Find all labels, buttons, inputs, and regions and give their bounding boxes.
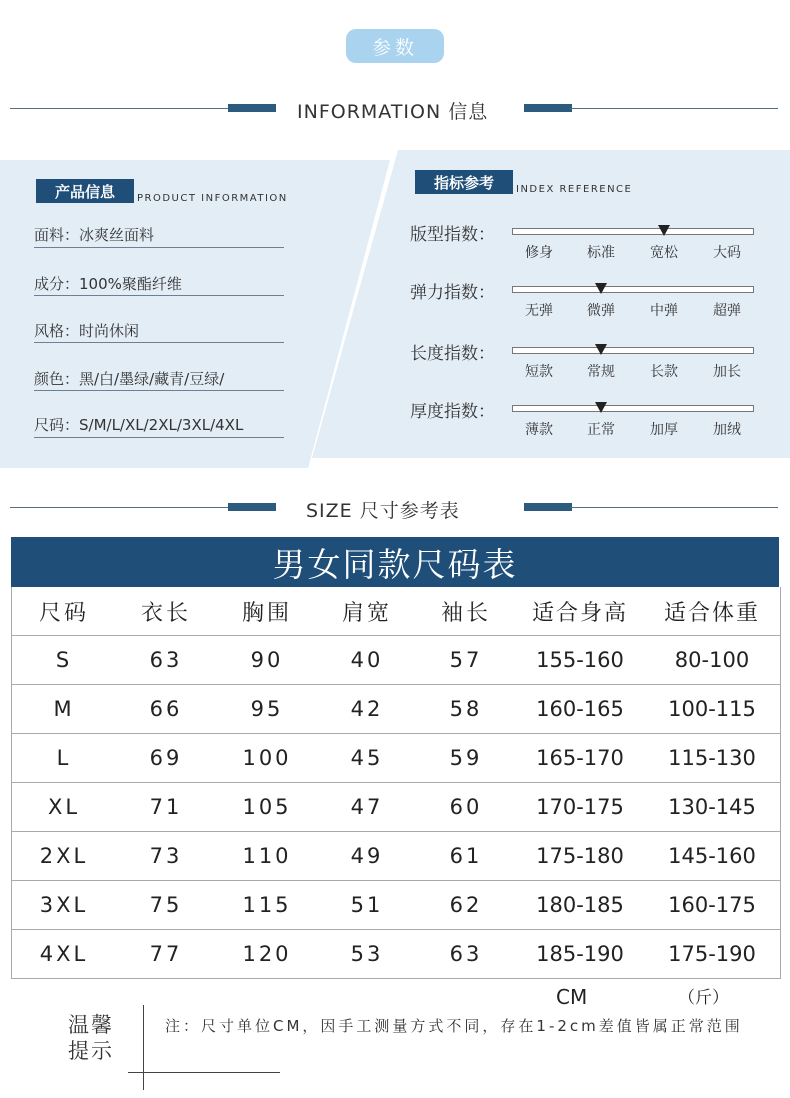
table-cell: 53 xyxy=(350,942,384,966)
table-cell: 73 xyxy=(149,844,183,868)
table-row xyxy=(12,636,780,685)
table-cell: L xyxy=(56,746,72,770)
index-option: 加长 xyxy=(713,364,741,380)
size-table-title: 男女同款尺码表 xyxy=(11,537,779,587)
tips-divider-vertical xyxy=(143,1005,144,1090)
table-cell: 66 xyxy=(149,697,183,721)
index-option: 大码 xyxy=(713,245,741,261)
table-cell: 2XL xyxy=(39,844,89,868)
product-fabric-line xyxy=(34,247,284,248)
size-table xyxy=(11,587,781,979)
tips-divider-horizontal xyxy=(128,1072,280,1073)
product-sizes-line xyxy=(34,437,284,438)
table-cell: 61 xyxy=(449,844,483,868)
table-cell: 175-180 xyxy=(536,844,624,868)
table-cell: 110 xyxy=(242,844,292,868)
index-option: 常规 xyxy=(587,364,615,380)
table-cell: 42 xyxy=(350,697,384,721)
index-option: 中弹 xyxy=(650,303,678,319)
table-cell: 62 xyxy=(449,893,483,917)
size-header-block-left xyxy=(228,503,276,511)
product-info-tag: 产品信息 xyxy=(36,179,134,203)
table-cell: 115-130 xyxy=(668,746,756,770)
size-header-line-left xyxy=(10,507,230,508)
index-option: 加绒 xyxy=(713,422,741,438)
header-sleeve: 袖长 xyxy=(440,600,491,626)
index-option: 修身 xyxy=(525,245,553,261)
product-style: 风格：时尚休闲 xyxy=(34,322,140,340)
table-cell: 100 xyxy=(242,746,292,770)
table-cell: 105 xyxy=(242,795,292,819)
product-sizes: 尺码：S/M/L/XL/2XL/3XL/4XL xyxy=(34,416,244,434)
product-colors: 颜色：黑/白/墨绿/藏青/豆绿/ xyxy=(34,370,225,388)
product-style-line xyxy=(34,342,284,343)
size-table-header-row xyxy=(12,587,780,636)
table-cell: 63 xyxy=(449,942,483,966)
table-cell: S xyxy=(55,648,73,672)
index-option: 短款 xyxy=(525,364,553,380)
table-cell: 160-175 xyxy=(668,893,756,917)
info-header-block-left xyxy=(228,104,276,112)
index-label: 弹力指数： xyxy=(410,283,495,303)
product-composition-line xyxy=(34,295,284,296)
tips-text: 注：尺寸单位CM，因手工测量方式不同，存在1-2cm差值皆属正常范围 xyxy=(165,1017,743,1035)
header-length: 衣长 xyxy=(140,600,191,626)
product-composition: 成分：100%聚酯纤维 xyxy=(34,275,182,293)
table-cell: 69 xyxy=(149,746,183,770)
size-header-line-right xyxy=(570,507,778,508)
info-header-block-right xyxy=(524,104,572,112)
index-option: 宽松 xyxy=(650,245,678,261)
index-reference-tag-en: INDEX REFERENCE xyxy=(516,184,633,195)
tips-title: 温馨提示 xyxy=(68,1013,114,1063)
table-cell: 51 xyxy=(350,893,384,917)
index-marker-icon xyxy=(595,344,607,355)
table-row xyxy=(12,685,780,734)
index-option: 微弹 xyxy=(587,303,615,319)
index-option: 无弹 xyxy=(525,303,553,319)
table-cell: 71 xyxy=(149,795,183,819)
index-scale-bar xyxy=(512,347,754,354)
header-shoulder: 肩宽 xyxy=(341,600,392,626)
table-cell: 145-160 xyxy=(668,844,756,868)
table-cell: 49 xyxy=(350,844,384,868)
index-option: 长款 xyxy=(650,364,678,380)
index-scale-bar xyxy=(512,228,754,235)
table-cell: 75 xyxy=(149,893,183,917)
table-cell: 77 xyxy=(149,942,183,966)
index-reference-tag: 指标参考 xyxy=(415,170,513,194)
info-header-line-left xyxy=(10,108,230,109)
table-cell: 95 xyxy=(250,697,284,721)
table-cell: 155-160 xyxy=(536,648,624,672)
index-marker-icon xyxy=(595,402,607,413)
index-option: 正常 xyxy=(587,422,615,438)
params-badge: 参数 xyxy=(346,29,444,63)
table-cell: 185-190 xyxy=(536,942,624,966)
weight-unit: （斤） xyxy=(678,988,729,1008)
index-marker-icon xyxy=(658,225,670,236)
index-option: 薄款 xyxy=(525,422,553,438)
table-cell: 175-190 xyxy=(668,942,756,966)
header-size: 尺码 xyxy=(38,600,89,626)
table-cell: XL xyxy=(47,795,81,819)
table-cell: 57 xyxy=(449,648,483,672)
table-cell: 40 xyxy=(350,648,384,672)
index-label: 版型指数： xyxy=(410,225,495,245)
table-cell: 130-145 xyxy=(668,795,756,819)
table-cell: 47 xyxy=(350,795,384,819)
info-header-line-right xyxy=(570,108,778,109)
table-cell: 120 xyxy=(242,942,292,966)
table-cell: 63 xyxy=(149,648,183,672)
table-cell: 160-165 xyxy=(536,697,624,721)
product-fabric: 面料：冰爽丝面料 xyxy=(34,226,155,244)
index-scale-bar xyxy=(512,405,754,412)
header-weight: 适合体重 xyxy=(663,600,760,626)
table-cell: 58 xyxy=(449,697,483,721)
index-scale-bar xyxy=(512,286,754,293)
header-chest: 胸围 xyxy=(241,600,292,626)
size-header-title: SIZE 尺寸参考表 xyxy=(306,500,460,522)
table-cell: 90 xyxy=(250,648,284,672)
table-row xyxy=(12,930,780,979)
index-option: 标准 xyxy=(587,245,615,261)
table-row xyxy=(12,734,780,783)
size-header-block-right xyxy=(524,503,572,511)
index-label: 厚度指数： xyxy=(410,402,495,422)
height-unit: CM xyxy=(556,985,588,1009)
table-row xyxy=(12,832,780,881)
table-cell: 4XL xyxy=(39,942,89,966)
index-marker-icon xyxy=(595,283,607,294)
table-cell: 3XL xyxy=(39,893,89,917)
table-cell: 180-185 xyxy=(536,893,624,917)
table-cell: 170-175 xyxy=(536,795,624,819)
table-cell: 45 xyxy=(350,746,384,770)
table-cell: 59 xyxy=(449,746,483,770)
header-height: 适合身高 xyxy=(531,600,628,626)
index-label: 长度指数： xyxy=(410,344,495,364)
table-cell: 60 xyxy=(449,795,483,819)
index-option: 超弹 xyxy=(713,303,741,319)
table-cell: 165-170 xyxy=(536,746,624,770)
table-row xyxy=(12,881,780,930)
product-info-tag-en: PRODUCT INFORMATION xyxy=(137,193,288,204)
index-option: 加厚 xyxy=(650,422,678,438)
table-cell: M xyxy=(53,697,75,721)
table-cell: 80-100 xyxy=(674,648,750,672)
table-cell: 115 xyxy=(242,893,292,917)
info-header-title: INFORMATION 信息 xyxy=(297,101,489,123)
product-colors-line xyxy=(34,390,284,391)
table-row xyxy=(12,783,780,832)
table-cell: 100-115 xyxy=(668,697,756,721)
